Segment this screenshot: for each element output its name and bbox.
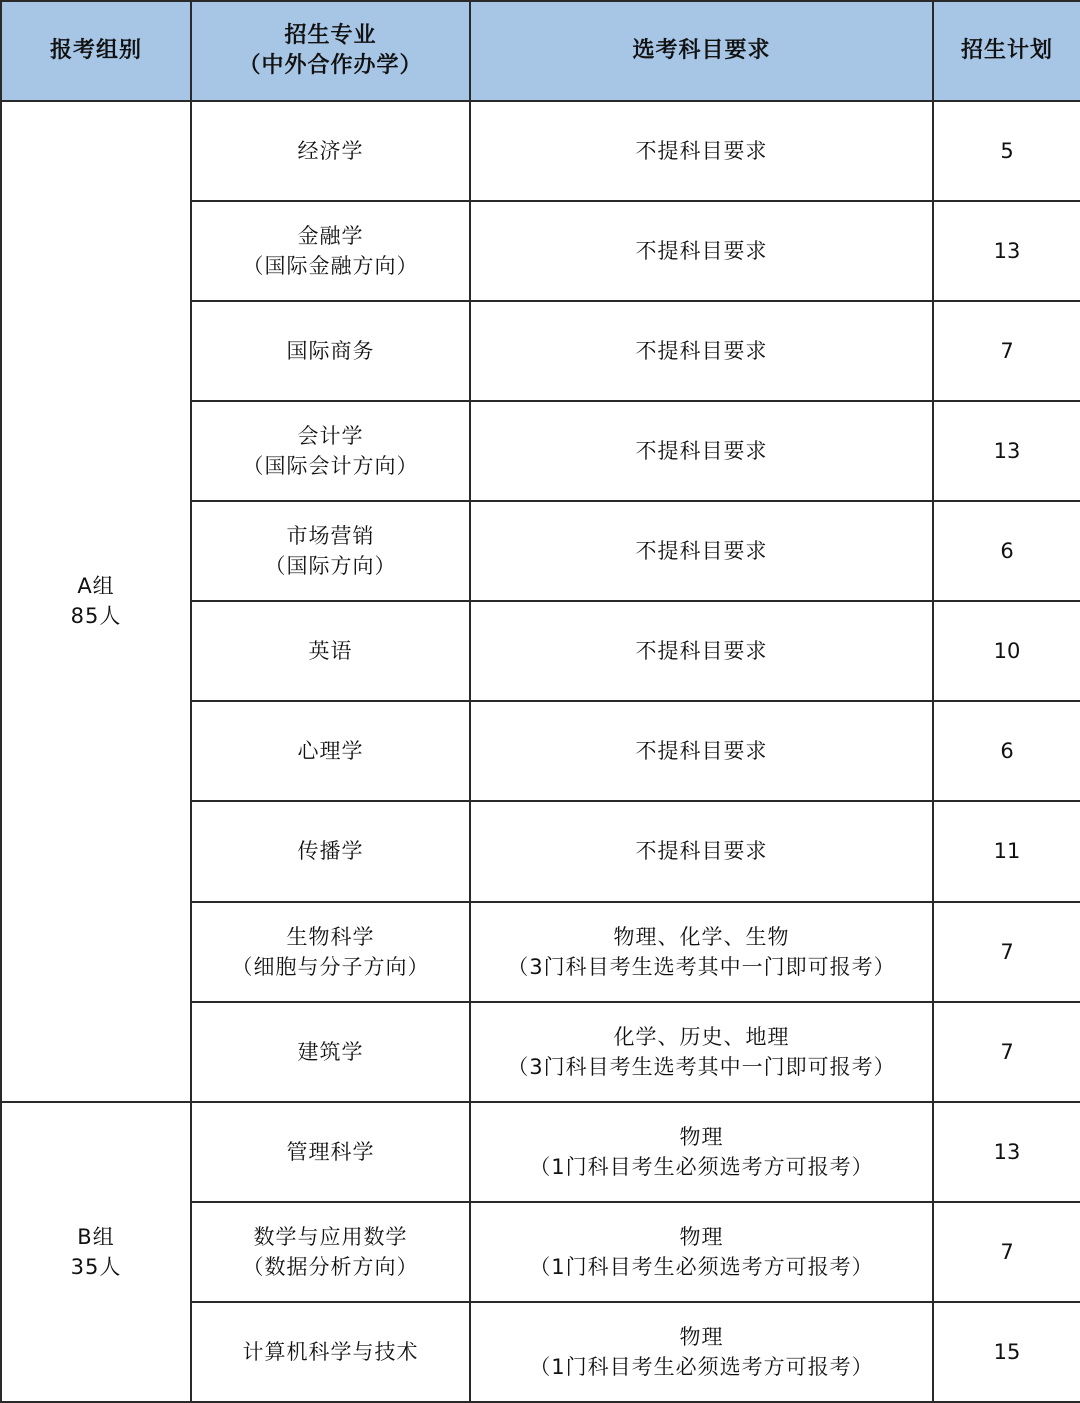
major-text: 国际商务	[286, 339, 375, 364]
subjects-cell	[470, 1302, 933, 1402]
plan-cell: 13	[933, 1102, 1080, 1202]
plan-cell: 7	[933, 1202, 1080, 1302]
major-text: （国际会计方向）	[242, 454, 419, 479]
major-cell	[191, 501, 470, 601]
subjects-text: （3门科目考生选考其中一门即可报考）	[507, 1054, 896, 1079]
major-text: 生物科学	[286, 924, 375, 949]
subjects-cell	[470, 902, 933, 1002]
subjects-cell	[470, 801, 933, 901]
subjects-cell	[470, 301, 933, 401]
header-group: 报考组别	[1, 1, 191, 101]
plan-cell: 11	[933, 801, 1080, 901]
major-cell	[191, 902, 470, 1002]
major-text: 数学与应用数学	[253, 1224, 408, 1249]
major-text: （数据分析方向）	[242, 1254, 419, 1279]
subjects-text: 不提科目要求	[635, 439, 768, 464]
subjects-text: 不提科目要求	[635, 539, 768, 564]
header-subjects: 选考科目要求	[470, 1, 933, 101]
subjects-text: （1门科目考生必须选考方可报考）	[529, 1254, 874, 1279]
major-cell	[191, 1202, 470, 1302]
subjects-text: 不提科目要求	[635, 339, 768, 364]
major-cell	[191, 1302, 470, 1402]
major-text: 心理学	[297, 739, 364, 764]
plan-cell: 6	[933, 701, 1080, 801]
subjects-text: 物理、化学、生物	[613, 924, 790, 949]
header-major-line1: 招生专业	[284, 23, 377, 48]
table-body	[1, 101, 1080, 1402]
plan-cell: 13	[933, 401, 1080, 501]
plan-cell: 13	[933, 201, 1080, 301]
major-text: 金融学	[297, 224, 364, 249]
major-text: 管理科学	[286, 1139, 375, 1164]
subjects-text: 化学、历史、地理	[613, 1024, 790, 1049]
major-cell	[191, 801, 470, 901]
group-label: B组	[77, 1224, 115, 1249]
group-cell	[1, 101, 191, 1102]
major-cell	[191, 401, 470, 501]
major-text: 传播学	[297, 839, 364, 864]
subjects-text: 物理	[679, 1324, 724, 1349]
group-label: 85人	[70, 604, 122, 629]
major-cell	[191, 1002, 470, 1102]
major-cell	[191, 601, 470, 701]
subjects-text: 不提科目要求	[635, 239, 768, 264]
major-text: 经济学	[297, 139, 364, 164]
subjects-cell	[470, 1202, 933, 1302]
header-plan: 招生计划	[933, 1, 1080, 101]
header-row	[1, 1, 1080, 101]
major-cell	[191, 301, 470, 401]
subjects-cell	[470, 101, 933, 201]
major-text: 建筑学	[297, 1039, 364, 1064]
major-cell	[191, 1102, 470, 1202]
subjects-cell	[470, 201, 933, 301]
major-text: 计算机科学与技术	[242, 1339, 419, 1364]
major-text: （国际金融方向）	[242, 254, 419, 279]
subjects-text: （1门科目考生必须选考方可报考）	[529, 1154, 874, 1179]
group-cell	[1, 1102, 191, 1402]
major-text: 英语	[308, 639, 353, 664]
subjects-text: （1门科目考生必须选考方可报考）	[529, 1354, 874, 1379]
major-text: （细胞与分子方向）	[231, 954, 430, 979]
subjects-cell	[470, 501, 933, 601]
plan-cell: 10	[933, 601, 1080, 701]
subjects-text: 不提科目要求	[635, 139, 768, 164]
major-cell	[191, 201, 470, 301]
subjects-text: 不提科目要求	[635, 839, 768, 864]
table-row	[1, 1102, 1080, 1202]
subjects-text: 物理	[679, 1124, 724, 1149]
plan-cell: 7	[933, 301, 1080, 401]
group-label: 35人	[70, 1254, 122, 1279]
header-major-line2: （中外合作办学）	[238, 53, 423, 78]
subjects-cell	[470, 1002, 933, 1102]
subjects-cell	[470, 701, 933, 801]
major-text: 市场营销	[286, 524, 375, 549]
subjects-text: 不提科目要求	[635, 639, 768, 664]
major-cell	[191, 701, 470, 801]
subjects-cell	[470, 1102, 933, 1202]
subjects-text: 不提科目要求	[635, 739, 768, 764]
plan-cell: 15	[933, 1302, 1080, 1402]
plan-cell: 7	[933, 1002, 1080, 1102]
subjects-cell	[470, 401, 933, 501]
plan-cell: 6	[933, 501, 1080, 601]
subjects-text: （3门科目考生选考其中一门即可报考）	[507, 954, 896, 979]
subjects-cell	[470, 601, 933, 701]
subjects-text: 物理	[679, 1224, 724, 1249]
major-cell	[191, 101, 470, 201]
major-text: 会计学	[297, 424, 364, 449]
plan-cell: 7	[933, 902, 1080, 1002]
major-text: （国际方向）	[264, 554, 397, 579]
plan-cell: 5	[933, 101, 1080, 201]
header-major	[191, 1, 470, 101]
group-label: A组	[77, 574, 115, 599]
table-row	[1, 101, 1080, 201]
